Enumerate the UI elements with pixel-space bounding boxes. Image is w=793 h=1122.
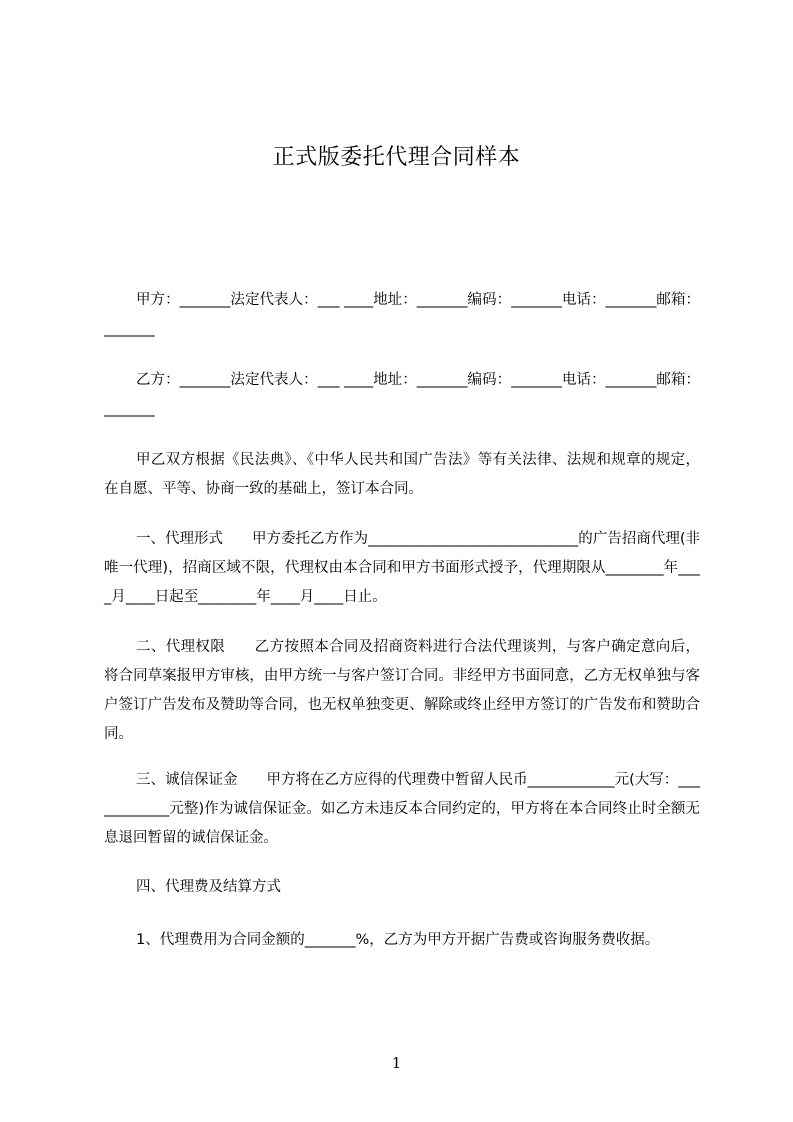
preamble-paragraph: 甲乙双方根据《民法典》、《中华人民共和国广告法》等有关法律、法规和规章的规定，在自愿、平等、协商一致的基础上，签订本合同。 bbox=[104, 452, 700, 497]
party-a-info: 甲方：_______法定代表人：___ ____地址：_______编码：_______电话：_______邮箱：_______ bbox=[104, 292, 700, 337]
section-fee-heading: 四、代理费及结算方式 bbox=[136, 879, 281, 895]
section-agency-form: 一、代理形式 甲方委托乙方作为_____________________________的广告招商代理(非唯一代理)，招商区域不限，代理权由本合同和甲方书面形式授予，代理期限从________年____月____日起至________年____月____日止。 bbox=[104, 531, 700, 605]
page-number: 1 bbox=[391, 1054, 402, 1072]
section-fee-item-1: 1、代理费用为合同金额的_______%，乙方为甲方开据广告费或咨询服务费收据。 bbox=[136, 932, 660, 948]
document-title: 正式版委托代理合同样本 bbox=[272, 145, 521, 170]
section-agency-authority: 二、代理权限 乙方按照本合同及招商资料进行合法代理谈判，与客户确定意向后，将合同草案报甲方审核，由甲方统一与客户签订合同。非经甲方书面同意，乙方无权单独与客户签订广告发布及赞助等合同，也无权单独变更、解除或终止经甲方签订的广告发布和赞助合同。 bbox=[104, 639, 700, 742]
party-b-info: 乙方：_______法定代表人：___ ____地址：_______编码：_______电话：_______邮箱：_______ bbox=[104, 372, 700, 417]
section-deposit: 三、诚信保证金 甲方将在乙方应得的代理费中暂留人民币____________元(大写：____________元整)作为诚信保证金。如乙方未违反本合同约定的，甲方将在本合同终止时全额无息退回暂留的诚信保证金。 bbox=[104, 772, 700, 846]
